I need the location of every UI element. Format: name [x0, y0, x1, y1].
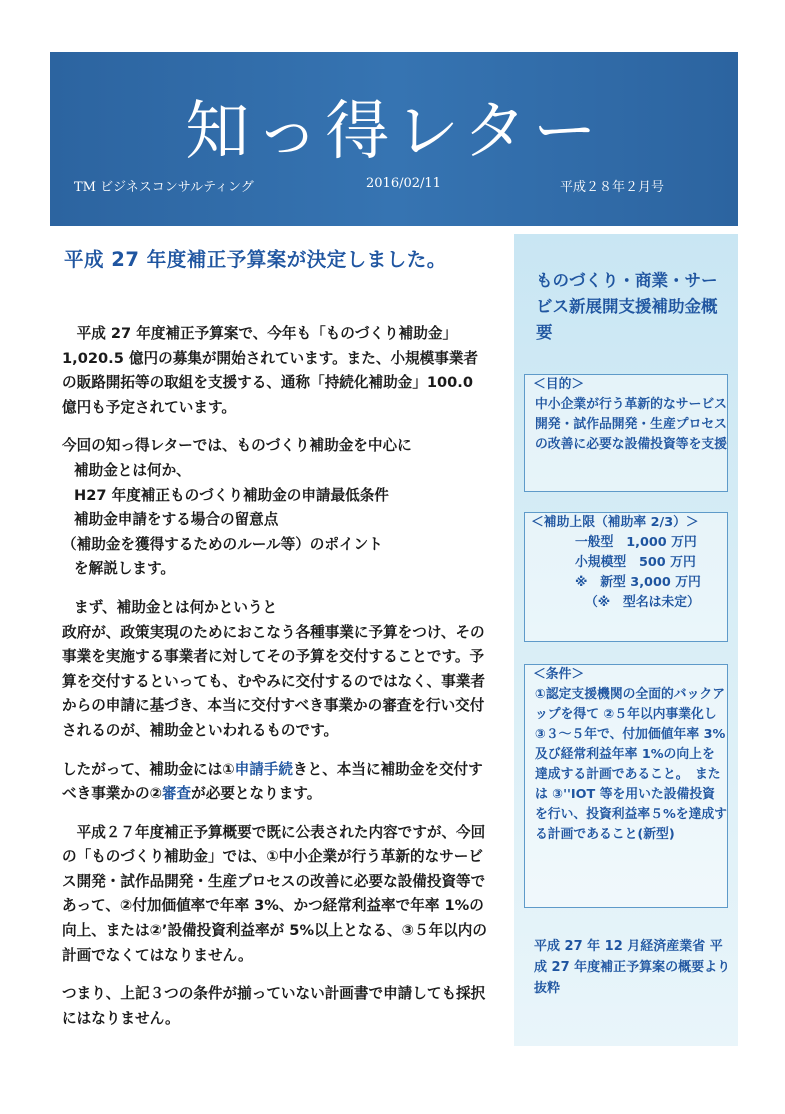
highlight-application: 申請手続 [234, 760, 293, 778]
header-banner [50, 52, 738, 226]
article-body [62, 322, 492, 1045]
topic-item: 補助金申請をする場合の留意点 [74, 511, 279, 529]
purpose-box [524, 374, 728, 492]
paragraph-conclusion: つまり、上記３つの条件が揃っていない計画書で申請しても採択にはなりません。 [62, 985, 486, 1027]
newsletter-title: 知っ得レター [185, 95, 603, 169]
source-note: 平成 27 年 12 月経済産業省 平成 27 年度補正予算案の概要より抜粋 [534, 939, 731, 996]
requirements-text: したがって、補助金には① [62, 760, 235, 778]
issue-number: 平成２８年２月号 [560, 180, 665, 195]
requirements-text: きと、本当に補助金を交付すべき事業かの② [62, 760, 483, 803]
sidebar-title: ものづくり・商業・サービス新展開支援補助金概要 [536, 271, 718, 342]
highlight-review: 審査 [161, 785, 192, 803]
sidebar-summary [514, 234, 738, 1046]
conditions-box [524, 664, 728, 908]
paragraph-topics [62, 434, 492, 582]
conditions-heading: ＜条件＞ [533, 667, 585, 682]
limit-row: （※ 型名は未定） [585, 595, 700, 610]
limit-heading: ＜補助上限（補助率 2/3）＞ [531, 515, 699, 530]
limit-box [524, 512, 728, 642]
conditions-body: ①認定支援機関の全面的バックアップを得て ②５年以内事業化し ③３～５年で、付加価値年率 3%及び経常利益年率 1%の向上を達成する計画であること。 または ③''IOT 等を用いた設備投資を行い、投資利益率５%を達成する計画であること(新型) [535, 687, 727, 842]
issue-date: 2016/02/11 [366, 176, 441, 191]
limit-row: 一般型 1,000 万円 [575, 535, 697, 550]
topic-item: （補助金を獲得するためのルール等）のポイント [62, 535, 383, 553]
topic-item: H27 年度補正ものづくり補助金の申請最低条件 [74, 486, 389, 504]
limit-row: ※ 新型 3,000 万円 [575, 575, 701, 590]
paragraph-definition [62, 596, 492, 744]
purpose-heading: ＜目的＞ [533, 377, 585, 392]
definition-lead: まず、補助金とは何かというと [74, 598, 278, 616]
requirements-text: が必要となります。 [191, 785, 322, 803]
article-headline: 平成 27 年度補正予算案が決定しました。 [64, 248, 447, 271]
topics-end: を解説します。 [74, 560, 175, 578]
purpose-body: 中小企業が行う革新的なサービス開発・試作品開発・生産プロセスの改善に必要な設備投資等を支援 [535, 397, 727, 452]
topics-intro: 今回の知っ得レターでは、ものづくり補助金を中心に [62, 437, 412, 455]
limit-row: 小規模型 500 万円 [575, 555, 696, 570]
definition-body: 政府が、政策実現のためにおこなう各種事業に予算をつけ、その事業を実施する事業者に対してその予算を交付することです。予算を交付するといっても、むやみに交付するのではなく、事業者からの申請に基づき、本当に交付すべき事業かの審査を行い交付されるのが、補助金といわれるものです。 [62, 623, 485, 739]
company-name: TM ビジネスコンサルティング [74, 180, 254, 195]
paragraph-intro: 平成 27 年度補正予算案で、今年も「ものづくり補助金」1,020.5 億円の募集が開始されています。また、小規模事業者の販路開拓等の取組を支援する、通称「持続化補助金」100.0 億円も予定されています。 [62, 325, 479, 416]
paragraph-conditions: 平成２７年度補正予算概要で既に公表された内容ですが、今回の「ものづくり補助金」では、①中小企業が行う革新的なサービス開発・試作品開発・生産プロセスの改善に必要な設備投資等であって、②付加価値率で年率 3%、かつ経常利益率で年率 1%の向上、または②’設備投資利益率が 5%以上となる、③５年以内の計画でなくてはなりません。 [62, 823, 487, 964]
topic-item: 補助金とは何か、 [74, 461, 191, 479]
paragraph-requirements [62, 758, 492, 807]
